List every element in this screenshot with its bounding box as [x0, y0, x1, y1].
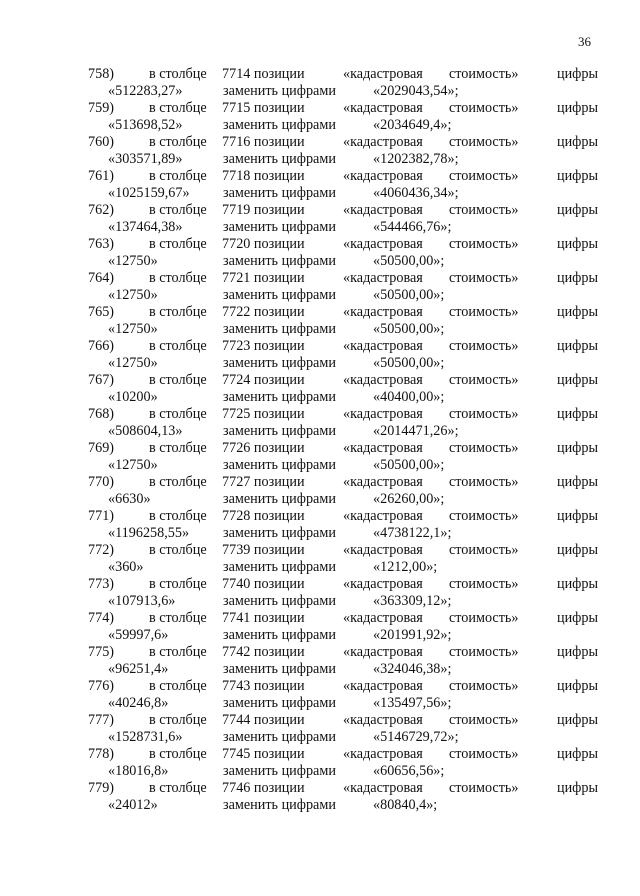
new-value: «201991,92»;	[373, 627, 452, 643]
amendment-item	[0, 746, 640, 780]
old-value: «12750»	[108, 253, 158, 269]
old-value: «513698,52»	[108, 117, 183, 133]
position-phrase: 7746 позиции	[222, 780, 305, 796]
replace-phrase: заменить цифрами	[223, 729, 336, 745]
digits-word: цифры	[557, 236, 599, 252]
replace-phrase: заменить цифрами	[223, 151, 336, 167]
column-phrase: в столбце	[149, 780, 207, 796]
cadastral-word: «кадастровая	[343, 474, 423, 490]
value-word: стоимость»	[449, 100, 519, 116]
old-value: «12750»	[108, 287, 158, 303]
cadastral-word: «кадастровая	[343, 780, 423, 796]
cadastral-word: «кадастровая	[343, 508, 423, 524]
new-value: «50500,00»;	[373, 355, 445, 371]
cadastral-word: «кадастровая	[343, 610, 423, 626]
position-phrase: 7723 позиции	[222, 338, 305, 354]
digits-word: цифры	[557, 508, 599, 524]
replace-phrase: заменить цифрами	[223, 389, 336, 405]
replace-phrase: заменить цифрами	[223, 287, 336, 303]
old-value: «1025159,67»	[108, 185, 190, 201]
item-number: 778)	[88, 746, 115, 762]
position-phrase: 7728 позиции	[222, 508, 305, 524]
column-phrase: в столбце	[149, 100, 207, 116]
digits-word: цифры	[557, 644, 599, 660]
value-word: стоимость»	[449, 712, 519, 728]
digits-word: цифры	[557, 66, 599, 82]
column-phrase: в столбце	[149, 372, 207, 388]
cadastral-word: «кадастровая	[343, 134, 423, 150]
column-phrase: в столбце	[149, 66, 207, 82]
old-value: «12750»	[108, 355, 158, 371]
digits-word: цифры	[557, 780, 599, 796]
old-value: «512283,27»	[108, 83, 183, 99]
position-phrase: 7722 позиции	[222, 304, 305, 320]
value-word: стоимость»	[449, 576, 519, 592]
old-value: «303571,89»	[108, 151, 183, 167]
replace-phrase: заменить цифрами	[223, 185, 336, 201]
replace-phrase: заменить цифрами	[223, 355, 336, 371]
position-phrase: 7721 позиции	[222, 270, 305, 286]
cadastral-word: «кадастровая	[343, 270, 423, 286]
new-value: «324046,38»;	[373, 661, 452, 677]
amendment-item	[0, 440, 640, 474]
column-phrase: в столбце	[149, 338, 207, 354]
column-phrase: в столбце	[149, 746, 207, 762]
amendment-item	[0, 372, 640, 406]
value-word: стоимость»	[449, 610, 519, 626]
position-phrase: 7741 позиции	[222, 610, 305, 626]
amendment-item	[0, 576, 640, 610]
new-value: «50500,00»;	[373, 253, 445, 269]
new-value: «80840,4»;	[373, 797, 438, 813]
cadastral-word: «кадастровая	[343, 66, 423, 82]
amendment-item	[0, 338, 640, 372]
replace-phrase: заменить цифрами	[223, 491, 336, 507]
digits-word: цифры	[557, 746, 599, 762]
replace-phrase: заменить цифрами	[223, 559, 336, 575]
digits-word: цифры	[557, 304, 599, 320]
cadastral-word: «кадастровая	[343, 644, 423, 660]
old-value: «1528731,6»	[108, 729, 183, 745]
amendment-item	[0, 542, 640, 576]
new-value: «40400,00»;	[373, 389, 445, 405]
old-value: «12750»	[108, 457, 158, 473]
digits-word: цифры	[557, 100, 599, 116]
amendment-item	[0, 134, 640, 168]
new-value: «5146729,72»;	[373, 729, 459, 745]
amendment-item	[0, 304, 640, 338]
value-word: стоимость»	[449, 746, 519, 762]
digits-word: цифры	[557, 610, 599, 626]
position-phrase: 7726 позиции	[222, 440, 305, 456]
amendment-item	[0, 100, 640, 134]
digits-word: цифры	[557, 202, 599, 218]
replace-phrase: заменить цифрами	[223, 423, 336, 439]
column-phrase: в столбце	[149, 610, 207, 626]
value-word: стоимость»	[449, 202, 519, 218]
item-number: 772)	[88, 542, 115, 558]
column-phrase: в столбце	[149, 508, 207, 524]
position-phrase: 7739 позиции	[222, 542, 305, 558]
amendment-item	[0, 644, 640, 678]
old-value: «96251,4»	[108, 661, 169, 677]
replace-phrase: заменить цифрами	[223, 695, 336, 711]
item-number: 779)	[88, 780, 115, 796]
page-number: 36	[578, 34, 591, 49]
position-phrase: 7744 позиции	[222, 712, 305, 728]
item-number: 775)	[88, 644, 115, 660]
cadastral-word: «кадастровая	[343, 168, 423, 184]
position-phrase: 7716 позиции	[222, 134, 305, 150]
old-value: «12750»	[108, 321, 158, 337]
old-value: «137464,38»	[108, 219, 183, 235]
item-number: 773)	[88, 576, 115, 592]
amendment-list	[0, 66, 640, 814]
position-phrase: 7715 позиции	[222, 100, 305, 116]
amendment-item	[0, 508, 640, 542]
cadastral-word: «кадастровая	[343, 236, 423, 252]
item-number: 766)	[88, 338, 115, 354]
replace-phrase: заменить цифрами	[223, 83, 336, 99]
cadastral-word: «кадастровая	[343, 576, 423, 592]
position-phrase: 7724 позиции	[222, 372, 305, 388]
value-word: стоимость»	[449, 542, 519, 558]
item-number: 758)	[88, 66, 115, 82]
value-word: стоимость»	[449, 644, 519, 660]
value-word: стоимость»	[449, 338, 519, 354]
cadastral-word: «кадастровая	[343, 678, 423, 694]
new-value: «26260,00»;	[373, 491, 445, 507]
position-phrase: 7745 позиции	[222, 746, 305, 762]
replace-phrase: заменить цифрами	[223, 763, 336, 779]
item-number: 776)	[88, 678, 115, 694]
column-phrase: в столбце	[149, 406, 207, 422]
column-phrase: в столбце	[149, 168, 207, 184]
cadastral-word: «кадастровая	[343, 202, 423, 218]
replace-phrase: заменить цифрами	[223, 593, 336, 609]
item-number: 764)	[88, 270, 115, 286]
replace-phrase: заменить цифрами	[223, 797, 336, 813]
item-number: 767)	[88, 372, 115, 388]
old-value: «6630»	[108, 491, 151, 507]
new-value: «363309,12»;	[373, 593, 452, 609]
column-phrase: в столбце	[149, 644, 207, 660]
amendment-item	[0, 474, 640, 508]
cadastral-word: «кадастровая	[343, 372, 423, 388]
cadastral-word: «кадастровая	[343, 746, 423, 762]
item-number: 769)	[88, 440, 115, 456]
position-phrase: 7742 позиции	[222, 644, 305, 660]
value-word: стоимость»	[449, 270, 519, 286]
digits-word: цифры	[557, 678, 599, 694]
new-value: «60656,56»;	[373, 763, 445, 779]
column-phrase: в столбце	[149, 270, 207, 286]
item-number: 762)	[88, 202, 115, 218]
value-word: стоимость»	[449, 66, 519, 82]
position-phrase: 7719 позиции	[222, 202, 305, 218]
digits-word: цифры	[557, 440, 599, 456]
item-number: 763)	[88, 236, 115, 252]
new-value: «4738122,1»;	[373, 525, 452, 541]
digits-word: цифры	[557, 270, 599, 286]
position-phrase: 7718 позиции	[222, 168, 305, 184]
old-value: «59997,6»	[108, 627, 169, 643]
digits-word: цифры	[557, 576, 599, 592]
old-value: «10200»	[108, 389, 158, 405]
position-phrase: 7740 позиции	[222, 576, 305, 592]
digits-word: цифры	[557, 168, 599, 184]
value-word: стоимость»	[449, 372, 519, 388]
value-word: стоимость»	[449, 304, 519, 320]
item-number: 761)	[88, 168, 115, 184]
amendment-item	[0, 610, 640, 644]
column-phrase: в столбце	[149, 474, 207, 490]
value-word: стоимость»	[449, 134, 519, 150]
position-phrase: 7714 позиции	[222, 66, 305, 82]
new-value: «544466,76»;	[373, 219, 452, 235]
replace-phrase: заменить цифрами	[223, 457, 336, 473]
amendment-item	[0, 168, 640, 202]
amendment-item	[0, 236, 640, 270]
new-value: «1212,00»;	[373, 559, 438, 575]
item-number: 760)	[88, 134, 115, 150]
item-number: 777)	[88, 712, 115, 728]
value-word: стоимость»	[449, 474, 519, 490]
column-phrase: в столбце	[149, 202, 207, 218]
digits-word: цифры	[557, 338, 599, 354]
new-value: «2014471,26»;	[373, 423, 459, 439]
amendment-item	[0, 712, 640, 746]
amendment-item	[0, 66, 640, 100]
new-value: «4060436,34»;	[373, 185, 459, 201]
value-word: стоимость»	[449, 440, 519, 456]
column-phrase: в столбце	[149, 576, 207, 592]
digits-word: цифры	[557, 372, 599, 388]
old-value: «360»	[108, 559, 144, 575]
replace-phrase: заменить цифрами	[223, 321, 336, 337]
cadastral-word: «кадастровая	[343, 712, 423, 728]
item-number: 759)	[88, 100, 115, 116]
replace-phrase: заменить цифрами	[223, 219, 336, 235]
amendment-item	[0, 270, 640, 304]
value-word: стоимость»	[449, 508, 519, 524]
cadastral-word: «кадастровая	[343, 440, 423, 456]
item-number: 771)	[88, 508, 115, 524]
position-phrase: 7725 позиции	[222, 406, 305, 422]
column-phrase: в столбце	[149, 134, 207, 150]
new-value: «50500,00»;	[373, 321, 445, 337]
cadastral-word: «кадастровая	[343, 100, 423, 116]
value-word: стоимость»	[449, 780, 519, 796]
cadastral-word: «кадастровая	[343, 338, 423, 354]
cadastral-word: «кадастровая	[343, 542, 423, 558]
column-phrase: в столбце	[149, 236, 207, 252]
replace-phrase: заменить цифрами	[223, 117, 336, 133]
column-phrase: в столбце	[149, 304, 207, 320]
amendment-item	[0, 780, 640, 814]
position-phrase: 7720 позиции	[222, 236, 305, 252]
replace-phrase: заменить цифрами	[223, 661, 336, 677]
old-value: «508604,13»	[108, 423, 183, 439]
amendment-item	[0, 678, 640, 712]
replace-phrase: заменить цифрами	[223, 525, 336, 541]
old-value: «40246,8»	[108, 695, 169, 711]
cadastral-word: «кадастровая	[343, 406, 423, 422]
position-phrase: 7743 позиции	[222, 678, 305, 694]
position-phrase: 7727 позиции	[222, 474, 305, 490]
amendment-item	[0, 202, 640, 236]
old-value: «1196258,55»	[108, 525, 190, 541]
item-number: 765)	[88, 304, 115, 320]
old-value: «24012»	[108, 797, 158, 813]
replace-phrase: заменить цифрами	[223, 627, 336, 643]
digits-word: цифры	[557, 406, 599, 422]
column-phrase: в столбце	[149, 712, 207, 728]
new-value: «2034649,4»;	[373, 117, 452, 133]
old-value: «18016,8»	[108, 763, 169, 779]
digits-word: цифры	[557, 542, 599, 558]
value-word: стоимость»	[449, 236, 519, 252]
column-phrase: в столбце	[149, 440, 207, 456]
digits-word: цифры	[557, 712, 599, 728]
new-value: «1202382,78»;	[373, 151, 459, 167]
amendment-item	[0, 406, 640, 440]
item-number: 774)	[88, 610, 115, 626]
replace-phrase: заменить цифрами	[223, 253, 336, 269]
item-number: 770)	[88, 474, 115, 490]
value-word: стоимость»	[449, 168, 519, 184]
new-value: «50500,00»;	[373, 457, 445, 473]
new-value: «50500,00»;	[373, 287, 445, 303]
value-word: стоимость»	[449, 406, 519, 422]
column-phrase: в столбце	[149, 542, 207, 558]
new-value: «2029043,54»;	[373, 83, 459, 99]
value-word: стоимость»	[449, 678, 519, 694]
new-value: «135497,56»;	[373, 695, 452, 711]
digits-word: цифры	[557, 474, 599, 490]
old-value: «107913,6»	[108, 593, 176, 609]
item-number: 768)	[88, 406, 115, 422]
cadastral-word: «кадастровая	[343, 304, 423, 320]
digits-word: цифры	[557, 134, 599, 150]
column-phrase: в столбце	[149, 678, 207, 694]
